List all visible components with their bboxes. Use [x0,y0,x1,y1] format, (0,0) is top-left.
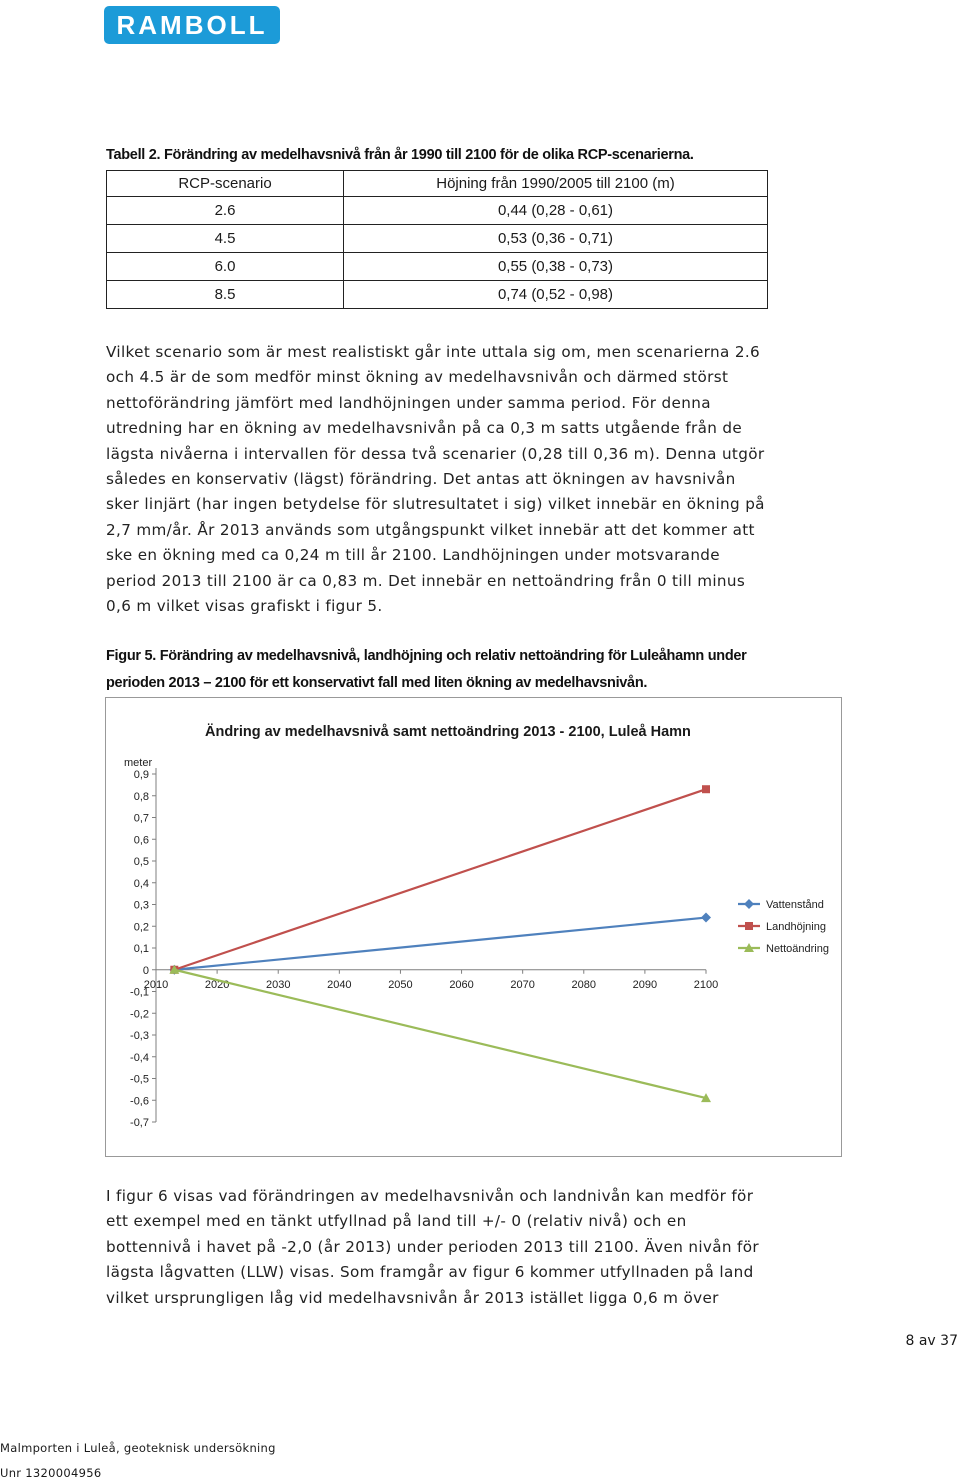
text-line: sker linjärt (har ingen betydelse för slutresultatet i sig) vilket innebär en ökning på [106,495,765,514]
table-cell: 0,44 (0,28 - 0,61) [344,197,768,225]
text-line: 2,7 mm/år. År 2013 används som utgångspunkt vilket innebär att det kommer att [106,520,755,539]
chart-container [105,697,842,1157]
y-tick-label: 0,5 [133,856,149,868]
x-tick-label: 2100 [693,978,719,991]
footer-unr: Unr 1320004956 [0,1466,102,1480]
y-tick-label: -0,5 [130,1073,149,1086]
x-tick-label: 2050 [388,978,413,991]
figure-caption-line-2: perioden 2013 – 2100 för ett konservativt fall med liten ökning av medelhavsnivån. [106,675,648,691]
table-row [107,197,768,225]
y-tick-label: -0,4 [130,1051,149,1064]
chart-title: Ändring av medelhavsnivå samt nettoändring 2013 - 2100, Luleå Hamn [205,724,691,740]
text-line: bottennivå i havet på -2,0 (år 2013) under perioden 2013 till 2100. Även nivån för [106,1237,759,1256]
y-tick-label: 0,8 [133,790,149,803]
y-tick-label: -0,7 [130,1117,149,1129]
x-tick-label: 2040 [327,978,352,991]
y-tick-label: 0,1 [133,943,149,955]
y-tick-label: -0,3 [130,1030,149,1042]
x-tick-label: 2020 [204,978,230,991]
y-tick-label: 0,7 [133,812,149,825]
y-tick-label: 0,3 [133,899,149,912]
body-paragraph-2 [106,1184,846,1311]
line-chart [106,698,841,1156]
data-point-diamond [701,913,711,923]
table-cell: 0,55 (0,38 - 0,73) [344,253,768,281]
text-line: nettoförändring jämfört med landhöjningen under samma period. För denna [106,393,711,412]
table-row [107,253,768,281]
x-tick-label: 2070 [510,978,535,991]
text-line: I figur 6 visas vad förändringen av medelhavsnivån och landnivån kan medför för [106,1187,754,1205]
text-line: vilket ursprungligen låg vid medelhavsnivån år 2013 istället ligga 0,6 m över [106,1288,719,1307]
text-line: utredning har en ökning av medelhavsnivån på ca 0,3 m satts utgående från de [106,419,743,438]
plot-area [130,768,718,1129]
x-tick-label: 2060 [449,978,474,991]
x-tick-label: 2010 [143,978,169,991]
table-caption: Tabell 2. Förändring av medelhavsnivå från år 1990 till 2100 för de olika RCP-scenarierna. [106,147,694,163]
y-tick-label: 0,6 [133,834,149,847]
y-tick-label: 0,4 [133,877,149,890]
text-line: period 2013 till 2100 är ca 0,83 m. Det innebär en nettoändring från 0 till minus [106,571,746,590]
ramboll-logo: RAMBOLL [104,6,280,44]
y-tick-label: -0,1 [130,986,149,999]
rcp-table [106,170,768,309]
series-line-triangle [174,970,706,1098]
x-tick-label: 2090 [632,978,658,991]
figure-caption-line-1: Figur 5. Förändring av medelhavsnivå, landhöjning och relativ nettoändring för Luleåhamn under [106,648,747,664]
chart-legend [738,899,829,955]
table-cell: 6.0 [107,253,344,281]
y-tick-label: -0,2 [130,1008,149,1021]
y-tick-label: 0,2 [133,921,149,934]
x-tick-label: 2080 [571,978,597,991]
table-row [107,225,768,253]
page-number: 8 av 37 [905,1333,958,1349]
y-axis-label: meter [124,757,153,769]
y-tick-label: 0,9 [133,769,149,781]
table-header-cell: Höjning från 1990/2005 till 2100 (m) [344,171,768,197]
legend-marker [745,922,753,930]
table-header-row [107,171,768,197]
body-paragraph-1 [106,340,846,619]
text-line: Vilket scenario som är mest realistiskt går inte uttala sig om, men scenarierna 2.6 [106,343,761,361]
text-line: och 4.5 är de som medför minst ökning av medelhavsnivån och därmed störst [106,368,729,387]
table-cell: 0,53 (0,36 - 0,71) [344,225,768,253]
legend-marker [744,899,754,909]
data-point-square [702,785,710,793]
legend-label: Landhöjning [766,921,826,933]
y-tick-label: 0 [142,964,149,977]
text-line: 0,6 m vilket visas grafiskt i figur 5. [106,597,383,616]
text-line: lägsta nivåerna i intervallen för dessa två scenarier (0,28 till 0,36 m). Denna utgör [106,444,765,463]
text-line: lägsta lågvatten (LLW) visas. Som framgår av figur 6 kommer utfyllnaden på land [106,1263,754,1282]
text-line: ske en ökning med ca 0,24 m till år 2100. Landhöjningen under motsvarande [106,546,720,565]
table-cell: 0,74 (0,52 - 0,98) [344,281,768,309]
text-line: således en konservativ (lägst) förändring. Det antas att ökningen av havsnivån [106,470,736,489]
y-tick-label: -0,6 [130,1095,149,1108]
text-line: ett exempel med en tänkt utfyllnad på land till +/- 0 (relativ nivå) och en [106,1212,687,1231]
table-cell: 8.5 [107,281,344,309]
table-cell: 2.6 [107,197,344,225]
legend-label: Nettoändring [766,943,829,955]
table-cell: 4.5 [107,225,344,253]
x-tick-label: 2030 [265,978,291,991]
legend-label: Vattenstånd [766,899,824,911]
table-row [107,281,768,309]
table-header-cell: RCP-scenario [107,171,344,197]
footer-project: Malmporten i Luleå, geoteknisk undersökning [0,1441,276,1455]
